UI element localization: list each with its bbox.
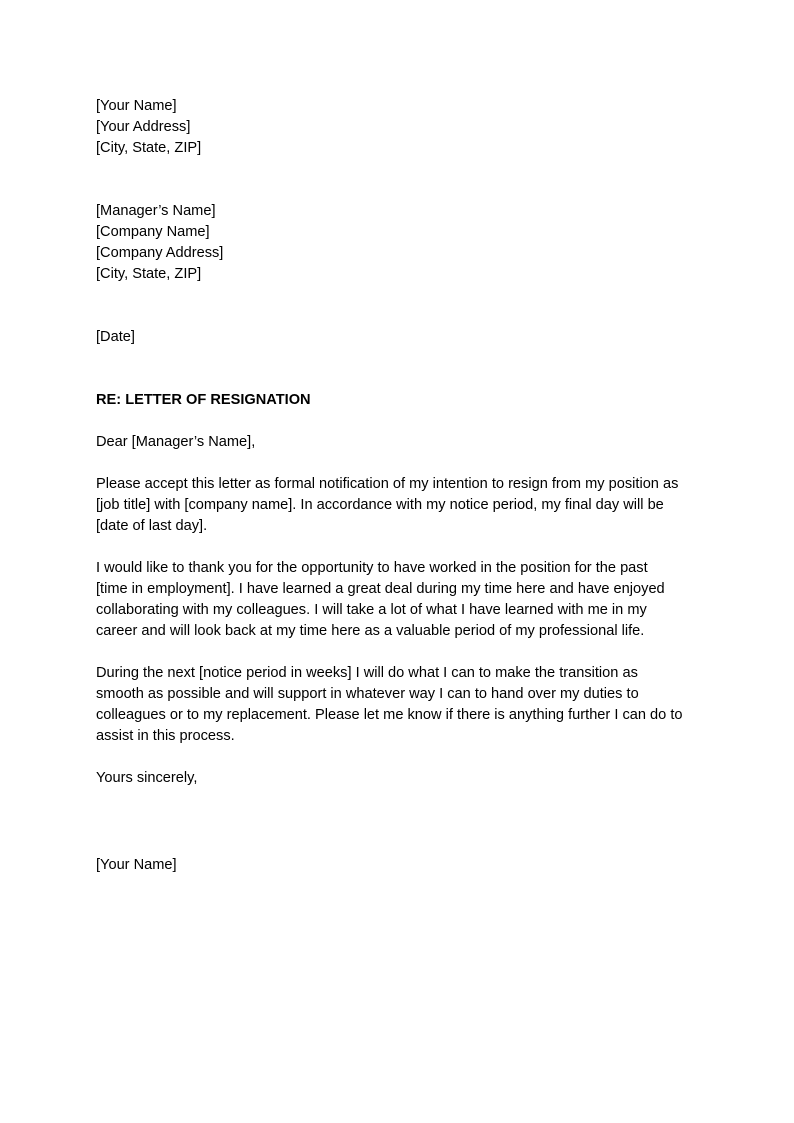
letter-date — [96, 327, 706, 348]
subject-text: RE: LETTER OF RESIGNATION — [96, 392, 311, 408]
paragraph-line: colleagues or to my replacement. Please let me know if there is anything further I can do to — [96, 707, 683, 723]
salutation-text: Dear [Manager’s Name], — [96, 434, 256, 450]
sender-address: [Your Address] — [96, 119, 191, 135]
paragraph-line: Please accept this letter as formal notification of my intention to resign from my position as — [96, 476, 679, 492]
recipient-city-state-zip: [City, State, ZIP] — [96, 266, 202, 282]
paragraph-line: assist in this process. — [96, 728, 235, 744]
sender-city-state-zip: [City, State, ZIP] — [96, 140, 202, 156]
closing-text: Yours sincerely, — [96, 770, 198, 786]
paragraph-line: collaborating with my colleagues. I will take a lot of what I have learned with me in my — [96, 602, 647, 618]
recipient-company-address: [Company Address] — [96, 245, 224, 261]
body-paragraph-1 — [96, 474, 706, 537]
signature-block — [96, 855, 706, 876]
paragraph-line: During the next [notice period in weeks] I will do what I can to make the transition as — [96, 665, 638, 681]
closing — [96, 768, 706, 789]
recipient-address-block — [96, 201, 706, 285]
salutation — [96, 432, 706, 453]
paragraph-line: I would like to thank you for the opportunity to have worked in the position for the past — [96, 560, 648, 576]
paragraph-line: [date of last day]. — [96, 518, 208, 534]
sender-address-block — [96, 96, 706, 159]
paragraph-line: [job title] with [company name]. In accordance with my notice period, my final day will be — [96, 497, 664, 513]
body-paragraph-3 — [96, 663, 706, 747]
paragraph-line: smooth as possible and will support in whatever way I can to hand over my duties to — [96, 686, 639, 702]
recipient-company-name: [Company Name] — [96, 224, 210, 240]
body-paragraph-2 — [96, 558, 706, 642]
paragraph-line: [time in employment]. I have learned a great deal during my time here and have enjoyed — [96, 581, 665, 597]
paragraph-line: career and will look back at my time here as a valuable period of my professional life. — [96, 623, 645, 639]
recipient-manager-name: [Manager’s Name] — [96, 203, 216, 219]
sender-name: [Your Name] — [96, 98, 177, 114]
date-text: [Date] — [96, 329, 135, 345]
subject-line — [96, 390, 706, 411]
signature-name: [Your Name] — [96, 857, 177, 873]
